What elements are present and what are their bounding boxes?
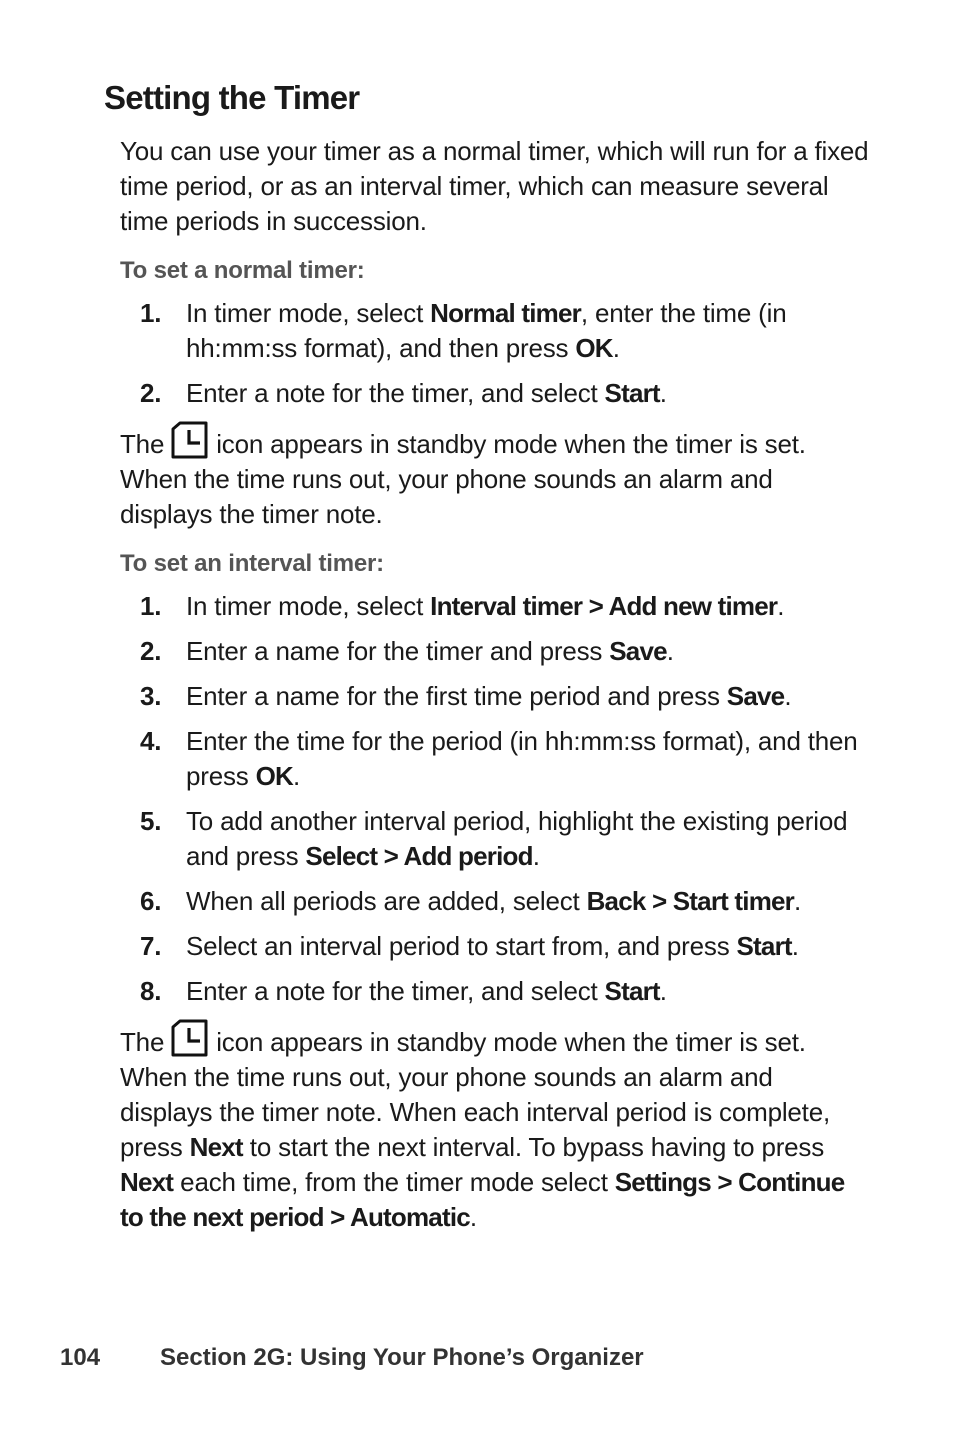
step-text: , enter the time (in hh:mm:ss format), and then press <box>186 298 787 363</box>
note-text: each time, from the timer mode select <box>173 1167 615 1197</box>
step-text: . <box>791 931 799 961</box>
menu-option: Start <box>736 931 792 961</box>
step-text: To add another interval period, highlight the existing period and press <box>186 806 848 871</box>
page-number: 104 <box>60 1344 101 1371</box>
timer-clock-icon <box>170 421 210 459</box>
note-text: icon appears in standby mode when the timer is set. When the time runs out, your phone sounds an alarm and displays the timer note. <box>120 429 806 529</box>
step-text: . <box>659 378 667 408</box>
menu-option: Settings > Continue to the next period > Automatic <box>120 1167 845 1232</box>
page-footer <box>60 1344 644 1372</box>
list-item <box>120 724 870 794</box>
menu-option: Start <box>604 378 660 408</box>
step-number: 1. <box>140 591 162 621</box>
menu-option: Start <box>604 976 660 1006</box>
step-text: . <box>777 591 785 621</box>
page-title: Setting the Timer <box>104 79 360 116</box>
step-text: Select an interval period to start from, and press <box>186 931 737 961</box>
list-item <box>120 376 870 411</box>
step-text: Enter the time for the period (in hh:mm:ss format), and then press <box>186 726 858 791</box>
step-text: Enter a note for the timer, and select <box>186 378 605 408</box>
interval-timer-steps <box>120 589 870 1009</box>
step-text: . <box>612 333 620 363</box>
normal-timer-heading: To set a normal timer: <box>120 257 365 284</box>
menu-option: Next <box>120 1167 174 1197</box>
step-text: Enter a name for the first time period and press <box>186 681 727 711</box>
menu-option: Save <box>609 636 667 666</box>
normal-timer-steps <box>120 296 870 411</box>
step-text: . <box>794 886 802 916</box>
step-text: In timer mode, select <box>186 591 431 621</box>
step-number: 6. <box>140 886 162 916</box>
note-text: The <box>120 429 165 459</box>
section-title: Section 2G: Using Your Phone’s Organizer <box>160 1344 644 1371</box>
menu-option: OK <box>575 333 613 363</box>
step-number: 1. <box>140 298 162 328</box>
list-item <box>120 974 870 1009</box>
list-item <box>120 929 870 964</box>
list-item <box>120 296 870 366</box>
step-text: . <box>666 636 674 666</box>
page-body <box>120 134 870 1249</box>
list-item <box>120 884 870 919</box>
list-item <box>120 679 870 714</box>
interval-timer-note <box>120 1019 870 1235</box>
intro-paragraph: You can use your timer as a normal timer, which will run for a fixed time period, or as an interval timer, which can measure several time periods in succession. <box>120 136 869 236</box>
menu-option: OK <box>255 761 294 791</box>
menu-option: Normal timer <box>430 298 581 328</box>
step-number: 5. <box>140 806 162 836</box>
menu-option: Save <box>726 681 785 711</box>
step-number: 2. <box>140 636 162 666</box>
interval-timer-heading: To set an interval timer: <box>120 550 384 577</box>
list-item <box>120 634 870 669</box>
step-number: 7. <box>140 931 162 961</box>
timer-clock-icon <box>170 1019 210 1057</box>
step-number: 3. <box>140 681 162 711</box>
step-number: 2. <box>140 378 162 408</box>
step-text: In timer mode, select <box>186 298 431 328</box>
note-text: icon appears in standby mode when the timer is set. When the time runs out, your phone sounds an alarm and displays the timer note. When each interval period is complete, press <box>120 1027 830 1162</box>
note-text: to start the next interval. To bypass having to press <box>242 1132 825 1162</box>
step-text: . <box>659 976 667 1006</box>
list-item <box>120 589 870 624</box>
step-text: . <box>532 841 540 871</box>
step-text: Enter a note for the timer, and select <box>186 976 605 1006</box>
step-text: When all periods are added, select <box>186 886 587 916</box>
step-text: . <box>784 681 792 711</box>
note-text: . <box>469 1202 477 1232</box>
note-text: The <box>120 1027 165 1057</box>
menu-option: Back > Start timer <box>586 886 795 916</box>
step-number: 8. <box>140 976 162 1006</box>
menu-option: Next <box>189 1132 243 1162</box>
step-text: Enter a name for the timer and press <box>186 636 610 666</box>
normal-timer-note <box>120 421 870 532</box>
list-item <box>120 804 870 874</box>
step-number: 4. <box>140 726 162 756</box>
menu-option: Select > Add period <box>305 841 533 871</box>
menu-option: Interval timer > Add new timer <box>430 591 778 621</box>
step-text: . <box>293 761 301 791</box>
